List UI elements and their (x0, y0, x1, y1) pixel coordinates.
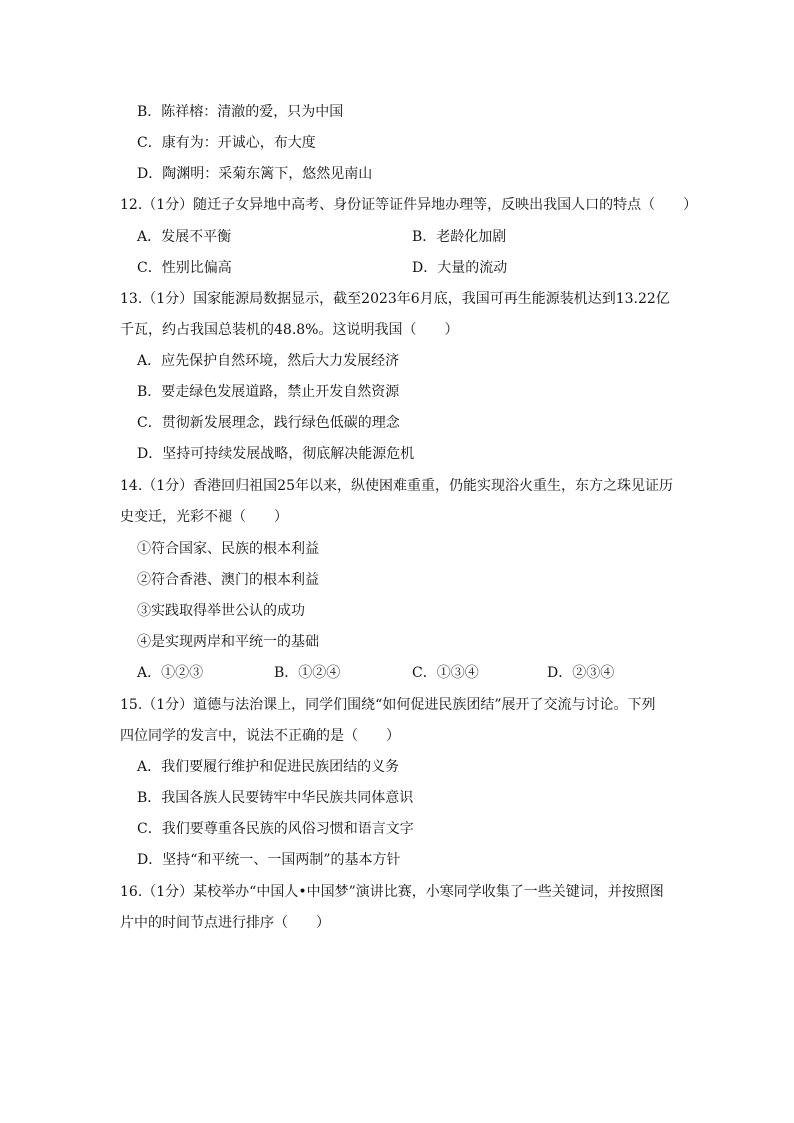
q14-stem-line1: 14.（1分）香港回归祖国25年以来，纵使困难重重，仍能实现浴火重生，东方之珠见证历 (120, 478, 673, 494)
q11-option-d: D．陶渊明：采菊东篱下，悠然见南山 (137, 166, 373, 182)
q12-option-c: C．性别比偏高 (137, 260, 232, 276)
q13-option-a: A．应先保护自然环境，然后大力发展经济 (137, 353, 400, 369)
q14-option-d: D．②③④ (547, 665, 615, 681)
q11-option-b: B．陈祥榕：清澈的爱，只为中国 (137, 104, 344, 120)
q14-statement-4: ④是实现两岸和平统一的基础 (137, 634, 319, 650)
q16-stem-line1: 16.（1分）某校举办“中国人•中国梦”演讲比赛，小寒同学收集了一些关键词，并按照图 (120, 884, 664, 900)
q14-option-b: B．①②④ (274, 665, 341, 681)
q14-statement-3: ③实践取得举世公认的成功 (137, 603, 305, 619)
q13-option-c: C．贯彻新发展理念，践行绿色低碳的理念 (137, 415, 400, 431)
q14-statement-1: ①符合国家、民族的根本利益 (137, 541, 319, 557)
q13-option-d: D．坚持可持续发展战略，彻底解决能源危机 (137, 446, 415, 462)
q12-option-b: B．老龄化加剧 (412, 229, 507, 245)
q12-option-d: D．大量的流动 (412, 260, 508, 276)
q15-option-d: D．坚持“和平统一、一国两制”的基本方针 (137, 852, 401, 868)
q15-stem-line2: 四位同学的发言中，说法不正确的是（ ） (120, 728, 400, 744)
q13-option-b: B．要走绿色发展道路，禁止开发自然资源 (137, 384, 400, 400)
q12-option-a: A．发展不平衡 (137, 229, 232, 245)
q12-stem: 12.（1分）随迁子女异地中高考、身份证等证件异地办理等，反映出我国人口的特点（ ） (120, 197, 698, 213)
q13-stem-line2: 千瓦，约占我国总装机的48.8%。这说明我国（ ） (120, 322, 459, 338)
q11-option-c: C．康有为：开诚心，布大度 (137, 135, 316, 151)
q15-option-c: C．我们要尊重各民族的风俗习惯和语言文字 (137, 821, 414, 837)
q13-stem-line1: 13.（1分）国家能源局数据显示，截至2023年6月底，我国可再生能源装机达到13.22亿 (120, 291, 670, 307)
q16-stem-line2: 片中的时间节点进行排序（ ） (120, 915, 330, 931)
q14-option-a: A．①②③ (137, 665, 204, 681)
q14-statement-2: ②符合香港、澳门的根本利益 (137, 572, 319, 588)
q15-stem-line1: 15.（1分）道德与法治课上，同学们围绕“如何促进民族团结”展开了交流与讨论。下列 (120, 697, 656, 713)
q14-option-c: C．①③④ (412, 665, 479, 681)
q14-stem-line2: 史变迁，光彩不褪（ ） (120, 509, 288, 525)
q15-option-b: B．我国各族人民要铸牢中华民族共同体意识 (137, 790, 414, 806)
q15-option-a: A．我们要履行维护和促进民族团结的义务 (137, 759, 400, 775)
